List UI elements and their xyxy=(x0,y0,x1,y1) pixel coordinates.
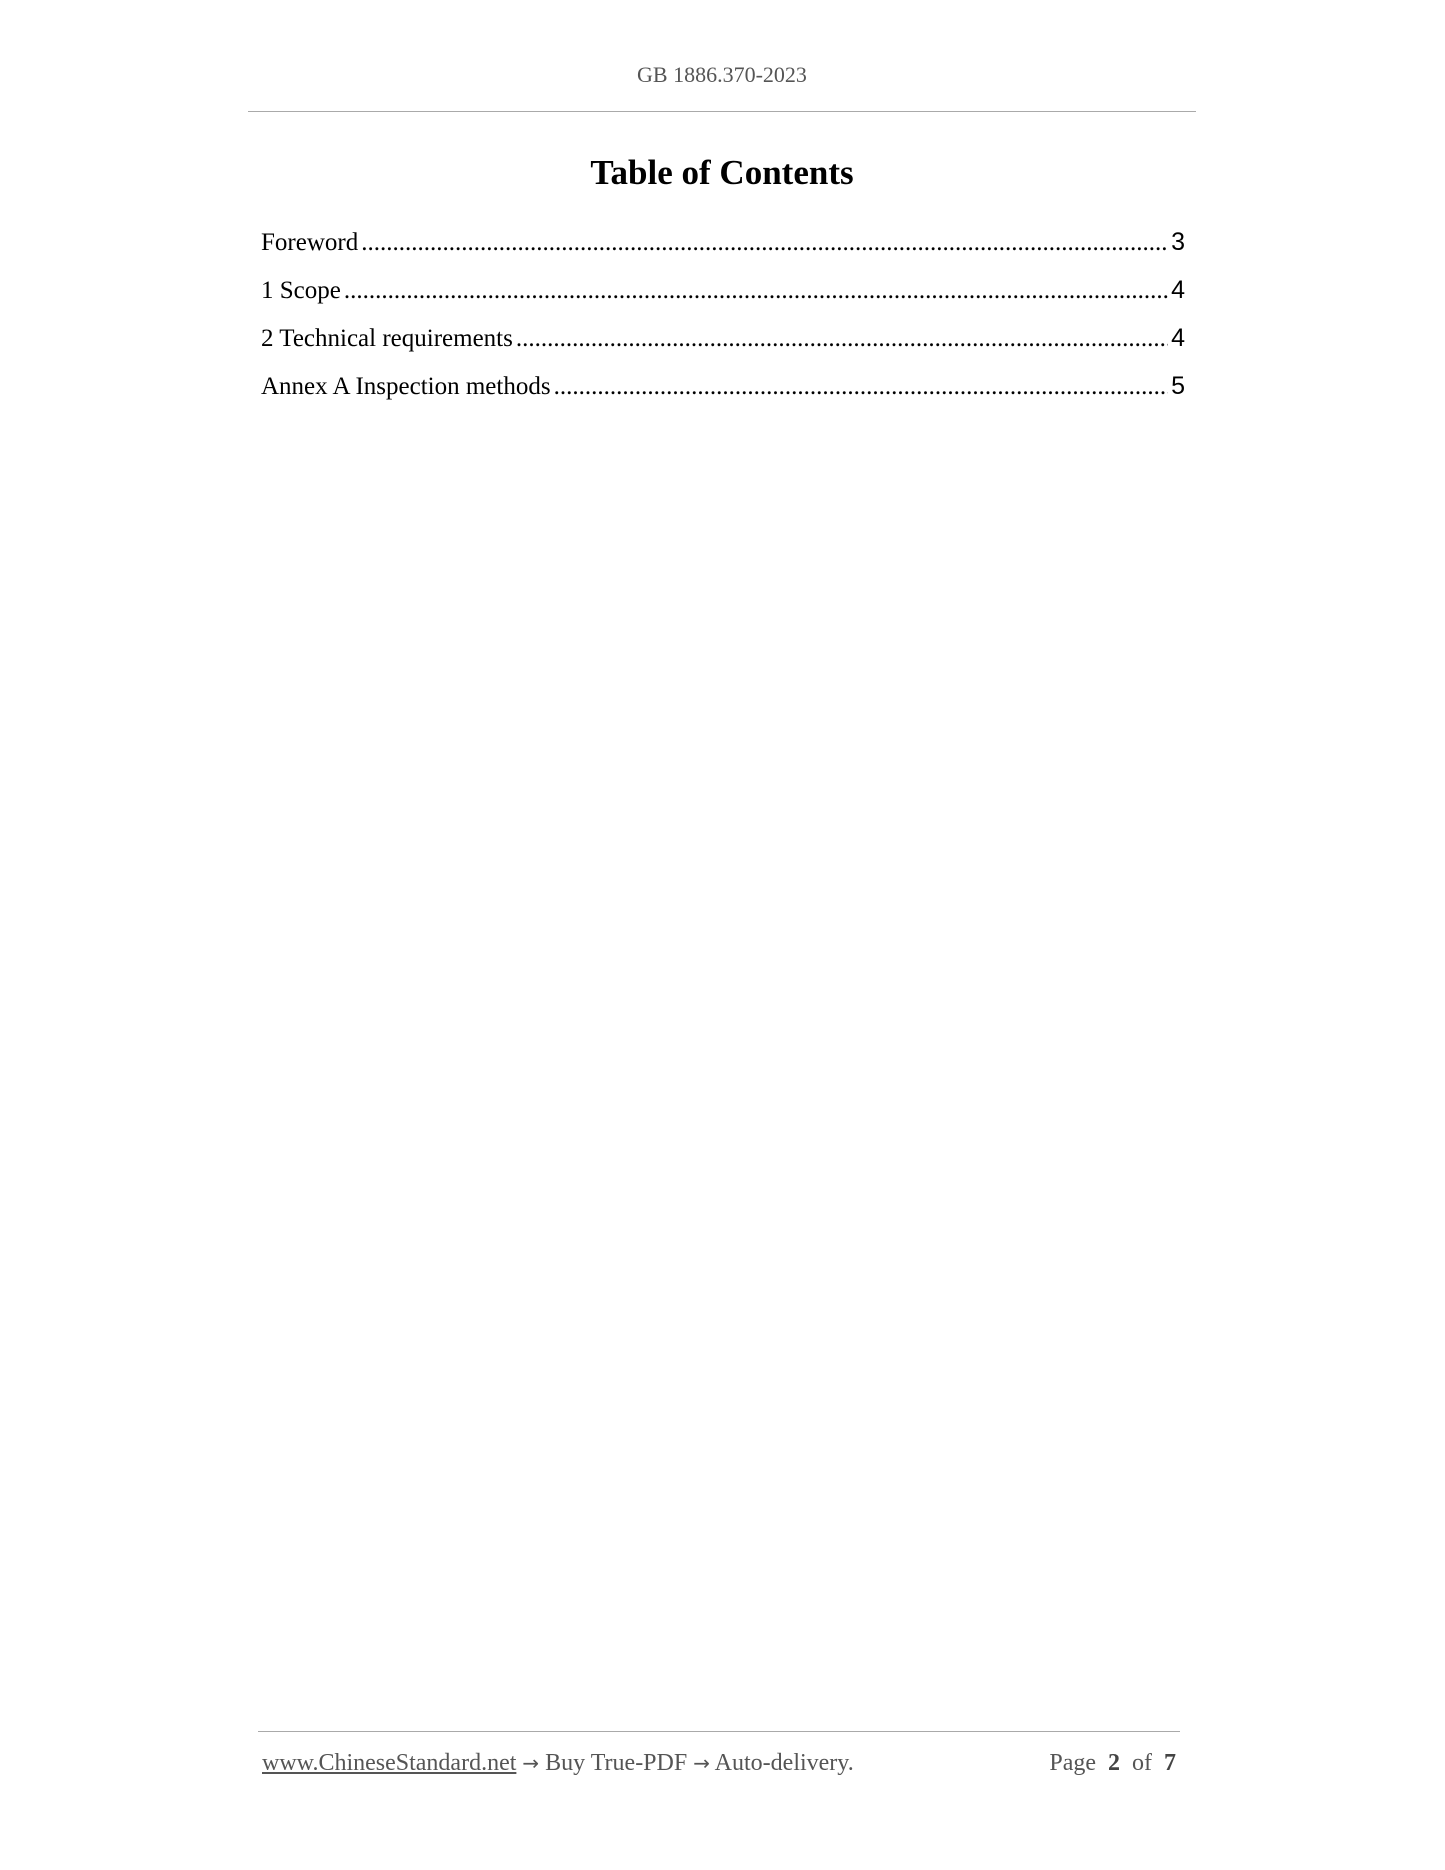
footer-promo xyxy=(262,1746,854,1780)
toc-entry-text: Foreword xyxy=(261,229,359,256)
toc-title: Table of Contents xyxy=(590,153,854,192)
toc-list xyxy=(261,222,1185,414)
toc-entry-technical-requirements[interactable] xyxy=(261,318,1185,366)
total-pages-number: 7 xyxy=(1164,1750,1176,1776)
toc-leader-dots xyxy=(361,223,1168,263)
toc-entry-text: 1 Scope xyxy=(261,277,341,304)
page-footer xyxy=(262,1746,1180,1780)
website-link[interactable]: www.ChineseStandard.net xyxy=(262,1750,517,1776)
right-arrow-icon: → xyxy=(693,1751,710,1775)
of-word: of xyxy=(1132,1750,1152,1776)
toc-entry-page: 3 xyxy=(1171,228,1185,256)
header-divider xyxy=(248,111,1196,112)
toc-leader-dots xyxy=(554,367,1169,407)
footer-step-delivery: Auto-delivery. xyxy=(714,1750,854,1776)
toc-entry-foreword[interactable] xyxy=(261,222,1185,270)
toc-entry-scope[interactable] xyxy=(261,270,1185,318)
toc-entry-text: Annex A Inspection methods xyxy=(261,373,551,400)
toc-entry-text: 2 Technical requirements xyxy=(261,325,513,352)
footer-divider xyxy=(258,1731,1180,1732)
running-header: GB 1886.370-2023 xyxy=(637,62,807,87)
toc-leader-dots xyxy=(344,271,1168,311)
current-page-number: 2 xyxy=(1108,1750,1120,1776)
right-arrow-icon: → xyxy=(522,1751,540,1775)
toc-entry-page: 4 xyxy=(1171,324,1185,352)
page-number xyxy=(1049,1746,1176,1780)
toc-entry-page: 4 xyxy=(1171,276,1185,304)
footer-step-buy: Buy True-PDF xyxy=(545,1750,688,1776)
page-word: Page xyxy=(1049,1750,1096,1776)
toc-leader-dots xyxy=(516,319,1168,359)
toc-entry-annex-a[interactable] xyxy=(261,366,1185,414)
toc-entry-page: 5 xyxy=(1171,372,1185,400)
